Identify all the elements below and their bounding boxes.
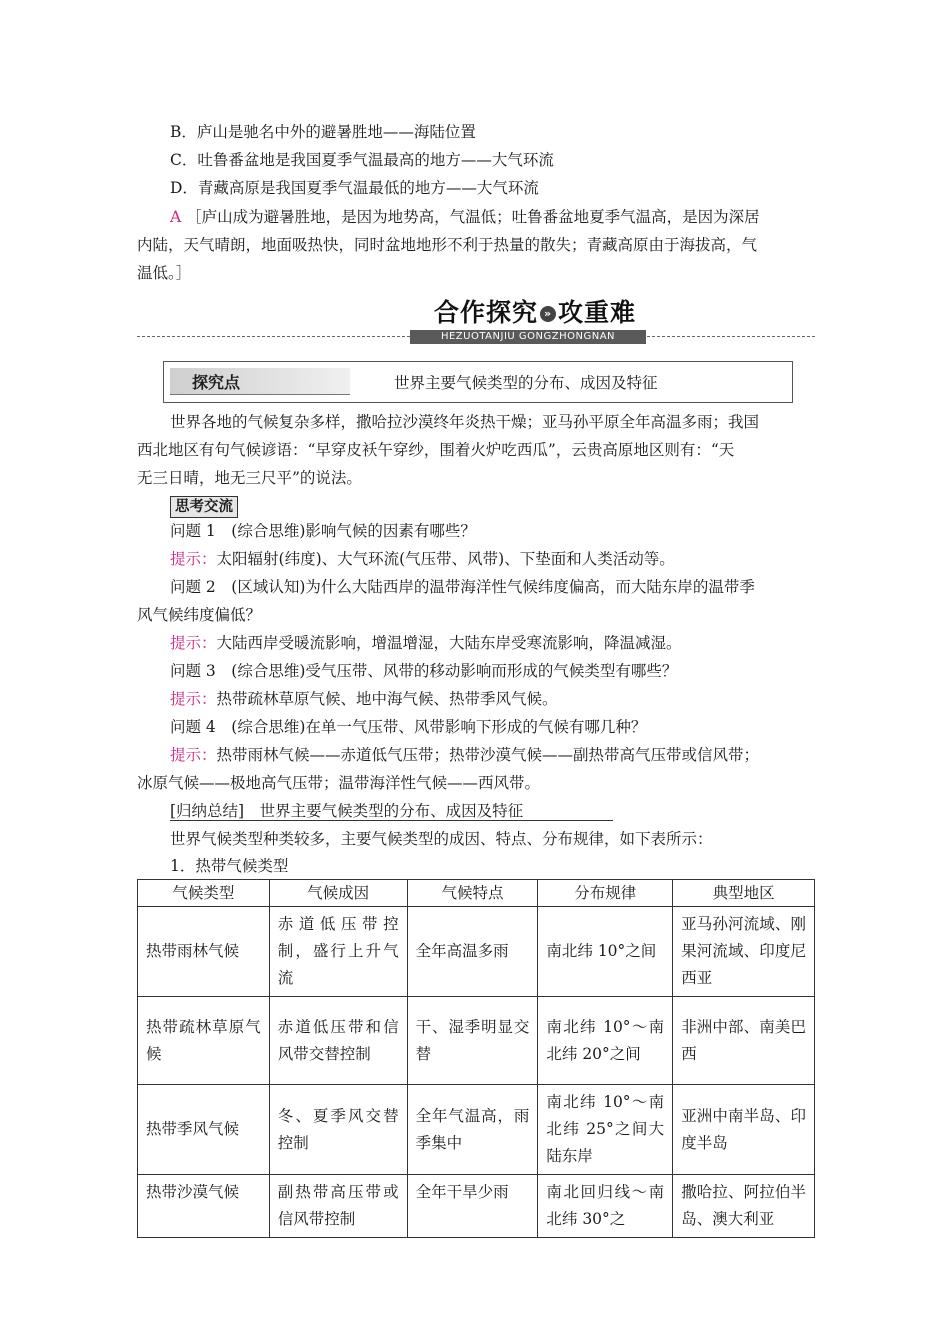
table-cell: 全年气温高，雨季集中 (407, 1085, 538, 1175)
table-cell: 全年高温多雨 (407, 907, 538, 997)
answer-letter: A (170, 208, 182, 226)
hint-label: 提示： (170, 550, 217, 568)
option-b: B．庐山是驰名中外的避暑胜地——海陆位置 (170, 123, 476, 141)
think-row (170, 492, 815, 520)
banner-left: 合作探究 (433, 298, 538, 327)
table-row (138, 1175, 815, 1238)
table-cell: 热带雨林气候 (138, 907, 270, 997)
summary-label: [归纳总结] 世界主要气候类型的分布、成因及特征 (170, 802, 613, 821)
table-cell: 全年干旱少雨 (407, 1175, 538, 1238)
question-4: 问题 4 (综合思维)在单一气压带、风带影响下形成的气候有哪几种？ (170, 718, 647, 736)
summary-line: 世界气候类型种类较多，主要气候类型的成因、特点、分布规律，如下表所示： (170, 830, 713, 848)
option-c: C．吐鲁番盆地是我国夏季气温最高的地方——大气环流 (170, 151, 554, 169)
table-cell: 冬、夏季风交替控制 (269, 1085, 407, 1175)
summary-label-row (170, 797, 815, 825)
intro-line-3: 无三日晴，地无三尺平”的说法。 (137, 469, 362, 487)
hint-label: 提示： (170, 690, 217, 708)
intro-line-1: 世界各地的气候复杂多样，撒哈拉沙漠终年炎热干燥；亚马孙平原全年高温多雨；我国 (170, 413, 760, 431)
table-cell: 热带季风气候 (138, 1085, 270, 1175)
table-header-row (138, 880, 815, 907)
table-cell: 南北纬 10°之间 (538, 907, 673, 997)
explore-tag (170, 368, 350, 395)
intro-line-2: 西北地区有句气候谚语：“早穿皮袄午穿纱，围着火炉吃西瓜”，云贵高原地区则有：“天 (137, 441, 735, 459)
banner-title (420, 296, 650, 330)
explore-box (163, 361, 793, 403)
table-header-cell: 气候类型 (138, 880, 270, 907)
table-cell: 热带疏林草原气候 (138, 997, 270, 1085)
hint-1 (170, 545, 815, 573)
hint-4 (170, 741, 815, 769)
table-cell: 亚洲中南半岛、印度半岛 (673, 1085, 815, 1175)
table-cell: 非洲中部、南美巴西 (673, 997, 815, 1085)
table-row (138, 1085, 815, 1175)
question-2-cont: 风气候纬度偏低？ (137, 606, 262, 624)
table-row (138, 907, 815, 997)
table-cell: 撒哈拉、阿拉伯半岛、澳大利亚 (673, 1175, 815, 1238)
hint-3 (170, 685, 815, 713)
table-cell: 南北纬 10°～南北纬 20°之间 (538, 997, 673, 1085)
answer-text-1: ［庐山成为避暑胜地，是因为地势高，气温低；吐鲁番盆地夏季气温高，是因为深居 (186, 208, 760, 226)
banner-right: 攻重难 (558, 298, 637, 327)
table-cell: 副热带高压带或信风带控制 (269, 1175, 407, 1238)
hint-text: 热带疏林草原气候、地中海气候、热带季风气候。 (216, 690, 558, 708)
answer-line-2: 内陆，天气晴朗，地面吸热快，同时盆地地形不利于热量的散失；青藏高原由于海拔高，气 (137, 236, 758, 254)
climate-table (137, 879, 815, 1238)
explore-title: 世界主要气候类型的分布、成因及特征 (394, 374, 658, 392)
hint-text: 太阳辐射(纬度)、大气环流(气压带、风带)、下垫面和人类活动等。 (216, 550, 675, 568)
option-d: D．青藏高原是我国夏季气温最低的地方——大气环流 (170, 179, 539, 197)
table-row (138, 997, 815, 1085)
table-cell: 亚马孙河流域、刚果河流域、印度尼西亚 (673, 907, 815, 997)
section-banner (410, 296, 646, 346)
answer-line-1 (170, 203, 815, 231)
table-cell: 赤道低压带和信风带交替控制 (269, 997, 407, 1085)
arrow-icon: » (540, 306, 556, 322)
question-3: 问题 3 (综合思维)受气压带、风带的移动影响而形成的气候类型有哪些？ (170, 662, 678, 680)
hint-label: 提示： (170, 746, 217, 764)
hint-text: 热带雨林气候——赤道低气压带；热带沙漠气候——副热带高气压带或信风带； (216, 746, 760, 764)
table-cell: 南北纬 10°～南北纬 25°之间大陆东岸 (538, 1085, 673, 1175)
answer-line-3: 温低。］ (137, 264, 192, 282)
hint-4-cont: 冰原气候——极地高气压带；温带海洋性气候——西风带。 (137, 774, 541, 792)
question-1: 问题 1 (综合思维)影响气候的因素有哪些？ (170, 522, 476, 540)
table-header-cell: 气候特点 (407, 880, 538, 907)
hint-2 (170, 629, 815, 657)
table-cell: 赤道低压带控制，盛行上升气流 (269, 907, 407, 997)
hint-text: 大陆西岸受暖流影响，增温增湿，大陆东岸受寒流影响，降温减湿。 (216, 634, 682, 652)
table-cell: 干、湿季明显交替 (407, 997, 538, 1085)
question-2: 问题 2 (区域认知)为什么大陆西岸的温带海洋性气候纬度偏高，而大陆东岸的温带季 (170, 578, 755, 596)
table-header-cell: 分布规律 (538, 880, 673, 907)
table-header-cell: 典型地区 (673, 880, 815, 907)
explore-tag-label: 探究点 (192, 373, 241, 392)
section-heading: 1．热带气候类型 (170, 857, 289, 875)
table-cell: 热带沙漠气候 (138, 1175, 270, 1238)
table-cell: 南北回归线～南北纬 30°之 (538, 1175, 673, 1238)
table-header-cell: 气候成因 (269, 880, 407, 907)
hint-label: 提示： (170, 634, 217, 652)
banner-subtitle: HEZUOTANJIU GONGZHONGNAN (410, 330, 646, 344)
think-tag: 思考交流 (170, 496, 238, 518)
